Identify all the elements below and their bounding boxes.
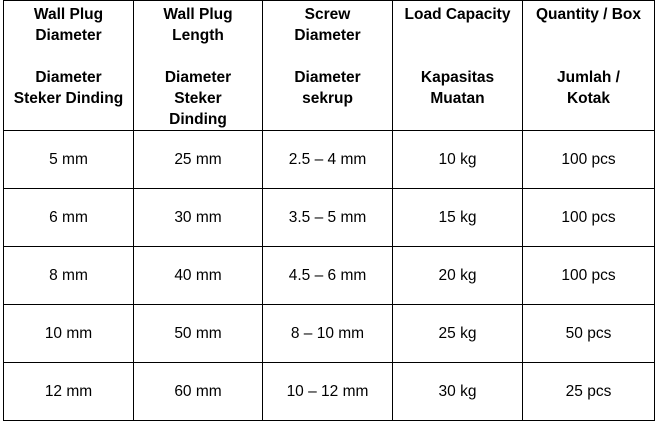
cell-plug-diameter: 6 mm (4, 189, 134, 247)
table-row (4, 189, 655, 247)
header-label-en: Wall Plug Length (163, 6, 233, 44)
cell-quantity-box: 100 pcs (523, 189, 655, 247)
cell-quantity-box: 50 pcs (523, 305, 655, 363)
table-row (4, 363, 655, 421)
header-cell-quantity-box (523, 1, 655, 131)
cell-load-capacity: 20 kg (393, 247, 523, 305)
cell-screw-diameter: 4.5 – 6 mm (263, 247, 393, 305)
cell-screw-diameter: 2.5 – 4 mm (263, 131, 393, 189)
cell-screw-diameter: 10 – 12 mm (263, 363, 393, 421)
header-cell-load-capacity (393, 1, 523, 131)
header-cell-plug-length (134, 1, 263, 131)
header-label-id: Diameter sekrup (294, 69, 361, 107)
header-row (4, 1, 655, 131)
cell-quantity-box: 25 pcs (523, 363, 655, 421)
header-label-id: Diameter Steker Dinding (13, 69, 124, 107)
cell-plug-length: 25 mm (134, 131, 263, 189)
cell-load-capacity: 25 kg (393, 305, 523, 363)
cell-quantity-box: 100 pcs (523, 247, 655, 305)
header-label-en: Screw Diameter (294, 6, 361, 44)
cell-plug-diameter: 8 mm (4, 247, 134, 305)
table-row (4, 247, 655, 305)
cell-plug-length: 60 mm (134, 363, 263, 421)
wall-plug-spec-table (3, 0, 655, 421)
cell-screw-diameter: 3.5 – 5 mm (263, 189, 393, 247)
cell-plug-length: 50 mm (134, 305, 263, 363)
header-label-en: Quantity / Box (535, 6, 642, 23)
header-label-id: Kapasitas Muatan (420, 69, 495, 107)
table-row (4, 131, 655, 189)
header-label-id: Jumlah / Kotak (557, 69, 620, 107)
header-label-en: Wall Plug Diameter (33, 6, 104, 44)
header-label-en: Load Capacity (404, 6, 511, 23)
cell-load-capacity: 15 kg (393, 189, 523, 247)
cell-screw-diameter: 8 – 10 mm (263, 305, 393, 363)
cell-quantity-box: 100 pcs (523, 131, 655, 189)
table-row (4, 305, 655, 363)
cell-plug-length: 30 mm (134, 189, 263, 247)
cell-plug-length: 40 mm (134, 247, 263, 305)
cell-plug-diameter: 12 mm (4, 363, 134, 421)
cell-plug-diameter: 10 mm (4, 305, 134, 363)
header-label-id: Diameter Steker Dinding (164, 69, 232, 128)
header-cell-plug-diameter (4, 1, 134, 131)
cell-load-capacity: 10 kg (393, 131, 523, 189)
cell-load-capacity: 30 kg (393, 363, 523, 421)
header-cell-screw-diameter (263, 1, 393, 131)
cell-plug-diameter: 5 mm (4, 131, 134, 189)
